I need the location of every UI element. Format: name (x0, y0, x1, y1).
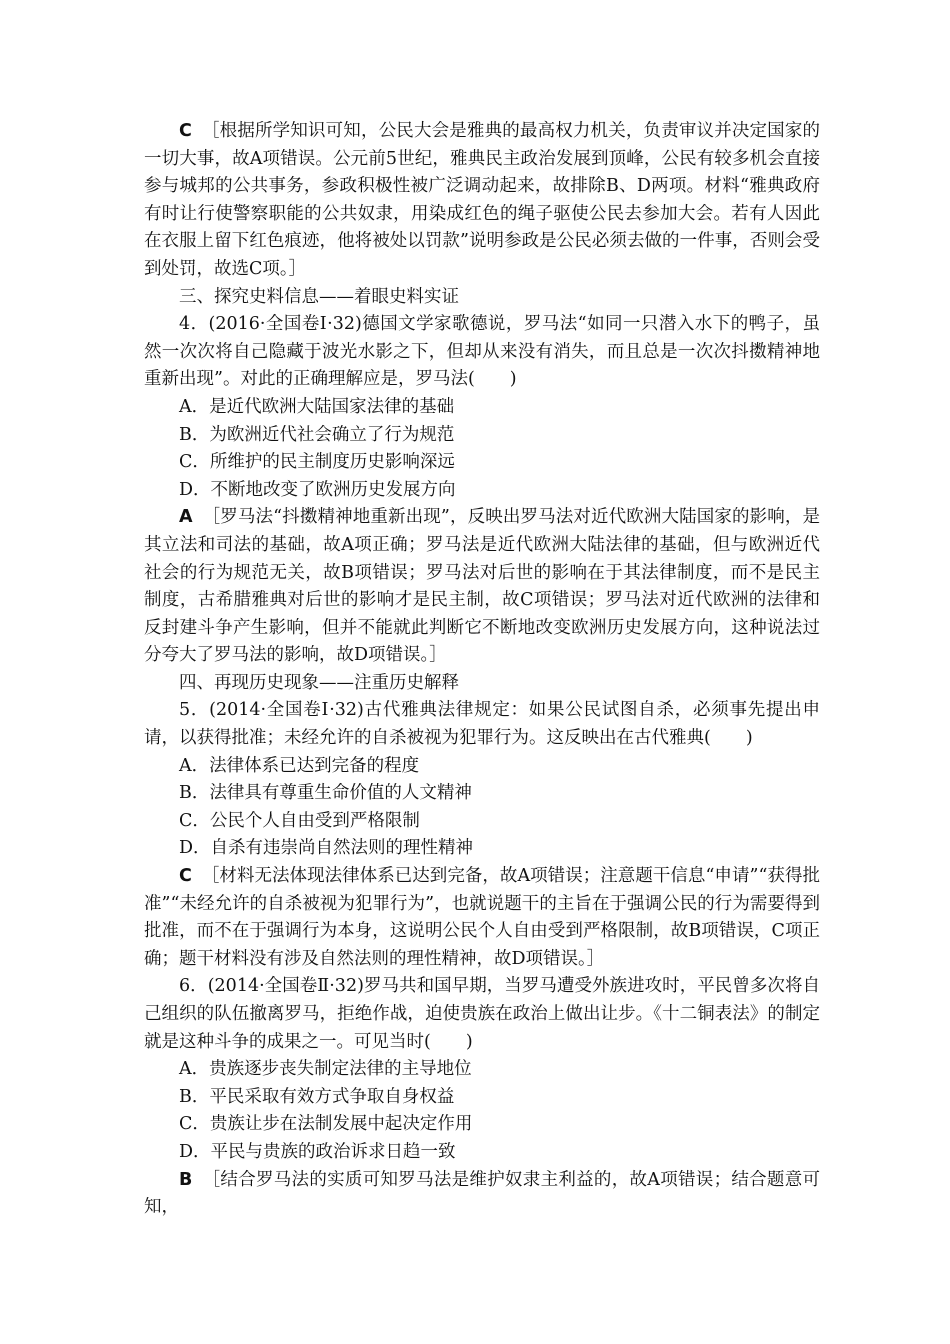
answer-explanation-6 (144, 1167, 820, 1222)
answer-letter: C (179, 866, 192, 887)
question-5-stem: 5．(2014·全国卷Ⅰ·32)古代雅典法律规定：如果公民试图自杀，必须事先提出申请，以获得批准；未经允许的自杀被视为犯罪行为。这反映出在古代雅典( ) (144, 700, 820, 749)
answer-letter: A (179, 507, 193, 528)
answer-text: ［根据所学知识可知，公民大会是雅典的最高权力机关，负责审议并决定国家的一切大事，故A项错误。公元前5世纪，雅典民主政治发展到顶峰，公民有较多机会直接参与城邦的公共事务，参政积极性被广泛调动起来，故排除B、D两项。材料“雅典政府有时让行使警察职能的公共奴隶，用染成红色的绳子驱使公民去参加大会。若有人因此在衣服上留下红色痕迹，他将被处以罚款”说明参政是公民必须去做的一件事，否则会受到处罚，故选C项。］ (144, 121, 820, 279)
question-4-option-c: C．所维护的民主制度历史影响深远 (179, 452, 455, 473)
question-5-option-c: C．公民个人自由受到严格限制 (179, 810, 420, 831)
question-4-option-b: B．为欧洲近代社会确立了行为规范 (179, 424, 455, 445)
question-6-stem: 6．(2014·全国卷Ⅱ·32)罗马共和国早期，当罗马遭受外族进攻时，平民曾多次将自己组织的队伍撤离罗马，拒绝作战，迫使贵族在政治上做出让步。《十二铜表法》的制定就是这种斗争的成果之一。可见当时( ) (144, 976, 820, 1052)
question-4-option-d: D．不断地改变了欧洲历史发展方向 (179, 479, 456, 500)
answer-explanation-3 (144, 118, 820, 284)
answer-text: ［罗马法“抖擞精神地重新出现”，反映出罗马法对近代欧洲大陆国家的影响，是其立法和司法的基础，故A项正确；罗马法是近代欧洲大陆法律的基础，但与欧洲近代社会的行为规范无关，故B项错误；罗马法对后世的影响在于其法律制度，而不是民主制度，古希腊雅典对后世的影响才是民主制，故C项错误；罗马法对近代欧洲的法律和反封建斗争产生影响，但并不能就此判断它不断地改变欧洲历史发展方向，这种说法过分夸大了罗马法的影响，故D项错误。］ (144, 507, 820, 666)
question-6-option-d: D．平民与贵族的政治诉求日趋一致 (179, 1141, 456, 1162)
question-5-option-d: D．自杀有违崇尚自然法则的理性精神 (179, 838, 474, 859)
question-5-option-a: A．法律体系已达到完备的程度 (179, 755, 420, 776)
question-6-option-a: A．贵族逐步丧失制定法律的主导地位 (179, 1059, 472, 1080)
answer-text: ［结合罗马法的实质可知罗马法是维护奴隶主利益的，故A项错误；结合题意可知， (144, 1169, 820, 1218)
answer-explanation-5 (144, 863, 820, 973)
section-heading-3: 三、探究史料信息——着眼史料实证 (179, 286, 459, 307)
question-6-option-c: C．贵族让步在法制发展中起决定作用 (179, 1114, 473, 1135)
answer-letter: B (179, 1169, 193, 1190)
question-5-option-b: B．法律具有尊重生命价值的人文精神 (179, 783, 472, 804)
answer-explanation-4 (144, 504, 820, 670)
answer-letter: C (179, 121, 192, 141)
question-4-option-a: A．是近代欧洲大陆国家法律的基础 (179, 396, 455, 417)
document-body (144, 118, 820, 1222)
section-heading-4: 四、再现历史现象——注重历史解释 (179, 672, 459, 693)
answer-text: ［材料无法体现法律体系已达到完备，故A项错误；注意题干信息“申请”“获得批准”“未经允许的自杀被视为犯罪行为”，也就说题干的主旨在于强调公民的行为需要得到批准，而不在于强调行为本身，这说明公民个人自由受到严格限制，故B项错误，C项正确；题干材料没有涉及自然法则的理性精神，故D项错误。］ (144, 866, 820, 969)
question-6-option-b: B．平民采取有效方式争取自身权益 (179, 1086, 455, 1107)
question-4-stem: 4．(2016·全国卷Ⅰ·32)德国文学家歌德说，罗马法“如同一只潜入水下的鸭子，虽然一次次将自己隐藏于波光水影之下，但却从来没有消失，而且总是一次次抖擞精神地重新出现”。对此的正确理解应是，罗马法( ) (144, 314, 820, 390)
